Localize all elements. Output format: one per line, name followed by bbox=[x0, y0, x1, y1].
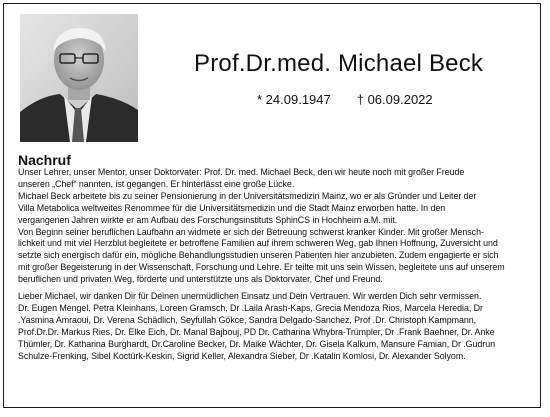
text-line: mit großer Begeisterung in der Wissenschaft, Forschung und Lehre. Er teilte mit uns sein Wissen, begleitete uns auf unserem bbox=[18, 262, 505, 273]
death-date: † 06.09.2022 bbox=[356, 92, 433, 107]
deceased-name: Prof.Dr.med. Michael Beck bbox=[194, 50, 484, 77]
signatories-paragraph bbox=[18, 291, 538, 362]
obituary-text bbox=[18, 167, 538, 363]
tribute-paragraph bbox=[18, 167, 538, 286]
text-line: Prof.Dr.Dr. Markus Ries, Dr. Elke Eich, Dr. Manal Bajbouj, PD Dr. Catharina Whybra-Trümpler, Dr .Frank Baehner, Dr. Anke bbox=[18, 326, 495, 337]
birth-date: * 24.09.1947 bbox=[257, 92, 331, 107]
text-line: vergangenen Jahren wirkte er am Aufbau des Forschungsinstituts SphinCS in Hochheim a.M. mit. bbox=[18, 214, 398, 225]
text-line: Dr. Eugen Mengel, Petra Kleinhans, Loreen Gramsch, Dr .Laila Arash-Kaps, Grecia Mendoza Rios, Marcela Heredia, Dr bbox=[18, 302, 483, 313]
text-line: unseren „Chef“ nannten, ist gegangen. Er hinterlässt eine große Lücke. bbox=[18, 178, 295, 189]
text-line: Von Beginn seiner beruflichen Laufbahn an widmete er sich der Betreuung schwerst kranker Kinder. Mit großer Mensch- bbox=[18, 226, 484, 237]
section-heading: Nachruf bbox=[18, 152, 71, 168]
life-dates bbox=[257, 92, 433, 107]
text-line: setzte sich energisch dafür ein, mögliche Behandlungsstudien unseren Patienten hier anzubieten. Zudem engagierte er sich bbox=[18, 250, 499, 261]
text-line: beruflichen und privaten Weg, förderte und unterstützte uns als Doktorvater, Chef und Freund. bbox=[18, 274, 383, 285]
obituary-notice bbox=[3, 3, 541, 408]
text-line: Thümler, Dr. Katharina Burghardt, Dr.Caroline Becker, Dr. Maike Wächter, Dr. Gisela Kalkum, Mansure Famian, Dr .Gudrun bbox=[18, 338, 495, 349]
text-line: Unser Lehrer, unser Mentor, unser Doktorvater: Prof. Dr. med. Michael Beck, den wir heute noch mit großer Freude bbox=[18, 167, 465, 177]
text-line: Lieber Michael, wir danken Dir für Deinen unermüdlichen Einsatz und Dein Vertrauen. Wir werden Dich sehr vermissen. bbox=[18, 291, 482, 302]
portrait-photo bbox=[20, 14, 138, 142]
text-line: Schulze-Frenking, Sibel Koctürk-Keskin, Sigrid Keller, Alexandra Sieber, Dr .Katalin Komlosi, Dr. Alexander Solyom. bbox=[18, 350, 466, 361]
text-line: Michael Beck arbeitete bis zu seiner Pensionierung in der Universitätsmedizin Mainz, wo er als Gründer und Leiter der bbox=[18, 190, 477, 201]
text-line: Villa Metabolica weltweites Renommee für die Universitätsmedizin und die Stadt Mainz erworben hatte. In den bbox=[18, 202, 446, 213]
text-line: lichkeit und mit viel Herzblut begleitete er betroffene Familien auf ihrem schweren Weg, gab Ihnen Hoffnung, Zuversicht und bbox=[18, 238, 498, 249]
portrait-image bbox=[20, 14, 138, 142]
text-line: .Yasmina Amraoui, Dr. Verena Schädlich, Seyfullah Gökce, Sandra Delgado-Sanchez, Prof .Dr. Christoph Kampmann, bbox=[18, 314, 477, 325]
